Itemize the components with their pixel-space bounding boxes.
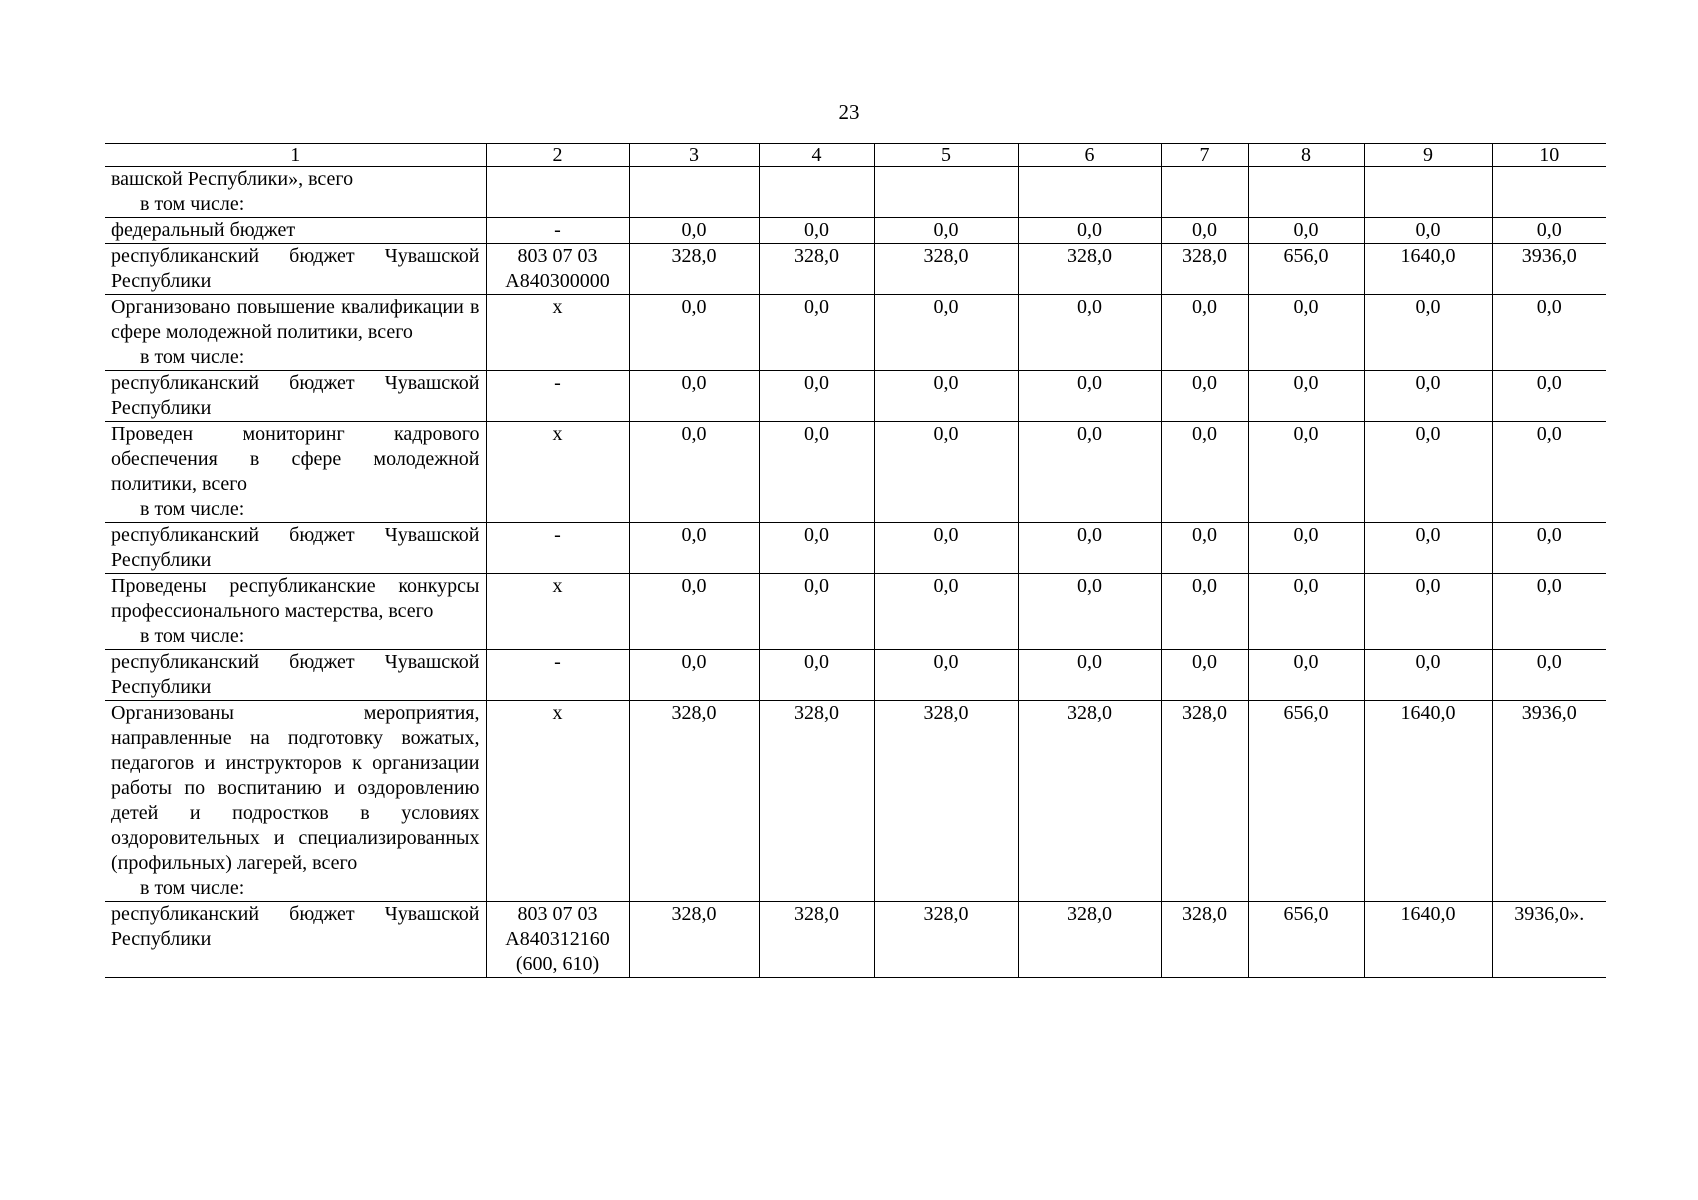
value-cell-col-4: 0,0: [759, 371, 874, 422]
value-cell-col-6: 0,0: [1018, 295, 1161, 371]
value-cell-col-3: 0,0: [629, 574, 759, 650]
value-cell-col-4: 0,0: [759, 422, 874, 523]
value-cell-col-5: 328,0: [874, 701, 1018, 902]
value-cell-col-10: 0,0: [1492, 218, 1606, 244]
value-cell-col-4: 328,0: [759, 902, 874, 978]
budget-code-line: 803 07 03: [517, 903, 598, 925]
value-cell-col-3: 0,0: [629, 523, 759, 574]
value-cell-col-8: 656,0: [1248, 701, 1364, 902]
description-text: республиканский бюджет Чувашской Республики: [111, 372, 480, 419]
value-cell-col-6: [1018, 167, 1161, 218]
description-text: республиканский бюджет Чувашской Республики: [111, 651, 480, 698]
budget-code: [486, 523, 629, 574]
value-cell-col-7: 0,0: [1161, 523, 1248, 574]
value-cell-col-9: 1640,0: [1364, 902, 1492, 978]
value-cell-col-8: 656,0: [1248, 902, 1364, 978]
description-text: вашской Республики», всего: [111, 168, 354, 190]
table-row: [105, 523, 1606, 574]
column-number-1: 1: [105, 144, 486, 167]
value-cell-col-6: 0,0: [1018, 371, 1161, 422]
value-cell-col-10: 0,0: [1492, 523, 1606, 574]
budget-code-line: (600, 610): [515, 953, 600, 975]
value-cell-col-3: 328,0: [629, 701, 759, 902]
value-cell-col-5: 0,0: [874, 574, 1018, 650]
table-row: [105, 574, 1606, 650]
budget-code-line: -: [554, 651, 561, 673]
budget-code-line: х: [552, 702, 563, 724]
row-description: [105, 523, 486, 574]
row-description: [105, 371, 486, 422]
row-description: [105, 295, 486, 371]
value-cell-col-5: 0,0: [874, 218, 1018, 244]
table-row: [105, 701, 1606, 902]
budget-code-line: х: [552, 296, 563, 318]
table-row: [105, 218, 1606, 244]
row-description: [105, 701, 486, 902]
value-cell-col-4: 0,0: [759, 218, 874, 244]
budget-code: [486, 422, 629, 523]
description-text: Организованы мероприятия, направленные на подготовку вожатых, педагогов и инструкторов к организации работы по воспитанию и оздоровлению детей и подростков в условиях оздоровительных и специализированных (профильных) лагерей, всего: [111, 702, 480, 874]
description-text: республиканский бюджет Чувашской Республики: [111, 524, 480, 571]
subtotal-note: в том числе:: [140, 346, 245, 368]
value-cell-col-3: 0,0: [629, 295, 759, 371]
value-cell-col-9: 0,0: [1364, 371, 1492, 422]
budget-code-line: A840300000: [505, 270, 610, 292]
table-row: [105, 422, 1606, 523]
value-cell-col-6: 0,0: [1018, 422, 1161, 523]
budget-code-line: -: [554, 524, 561, 546]
value-cell-col-9: 0,0: [1364, 650, 1492, 701]
value-cell-col-10: 0,0: [1492, 422, 1606, 523]
value-cell-col-8: 0,0: [1248, 218, 1364, 244]
value-cell-col-5: 0,0: [874, 295, 1018, 371]
column-number-10: 10: [1492, 144, 1606, 167]
value-cell-col-9: [1364, 167, 1492, 218]
budget-code-line: 803 07 03: [517, 245, 598, 267]
value-cell-col-3: [629, 167, 759, 218]
value-cell-col-3: 0,0: [629, 422, 759, 523]
budget-code-line: х: [552, 575, 563, 597]
column-number-9: 9: [1364, 144, 1492, 167]
value-cell-col-5: 0,0: [874, 523, 1018, 574]
budget-code: [486, 167, 629, 218]
value-cell-col-3: 0,0: [629, 218, 759, 244]
value-cell-col-10: 0,0: [1492, 650, 1606, 701]
column-number-7: 7: [1161, 144, 1248, 167]
budget-table: [105, 143, 1606, 978]
subtotal-note: в том числе:: [140, 193, 245, 215]
value-cell-col-8: 0,0: [1248, 295, 1364, 371]
value-cell-col-10: 3936,0: [1492, 701, 1606, 902]
value-cell-col-4: 328,0: [759, 244, 874, 295]
budget-code: [486, 650, 629, 701]
value-cell-col-10: 0,0: [1492, 574, 1606, 650]
value-cell-col-4: 328,0: [759, 701, 874, 902]
description-text: Организовано повышение квалификации в сфере молодежной политики, всего: [111, 296, 480, 343]
row-description: [105, 422, 486, 523]
value-cell-col-7: 0,0: [1161, 650, 1248, 701]
value-cell-col-8: [1248, 167, 1364, 218]
value-cell-col-7: 328,0: [1161, 244, 1248, 295]
value-cell-col-9: 0,0: [1364, 422, 1492, 523]
value-cell-col-8: 0,0: [1248, 650, 1364, 701]
table-body: [105, 167, 1606, 978]
value-cell-col-5: 0,0: [874, 371, 1018, 422]
column-number-8: 8: [1248, 144, 1364, 167]
value-cell-col-4: [759, 167, 874, 218]
budget-code: [486, 902, 629, 978]
value-cell-col-8: 0,0: [1248, 371, 1364, 422]
subtotal-note: в том числе:: [140, 498, 245, 520]
description-text: федеральный бюджет: [111, 219, 296, 241]
description-text: республиканский бюджет Чувашской Республики: [111, 903, 480, 950]
value-cell-col-7: 328,0: [1161, 902, 1248, 978]
table-row: [105, 295, 1606, 371]
value-cell-col-7: 0,0: [1161, 422, 1248, 523]
value-cell-col-3: 0,0: [629, 650, 759, 701]
value-cell-col-6: 0,0: [1018, 523, 1161, 574]
budget-code: [486, 701, 629, 902]
value-cell-col-9: 0,0: [1364, 523, 1492, 574]
budget-code-line: -: [554, 219, 561, 241]
description-text: Проведены республиканские конкурсы профессионального мастерства, всего: [111, 575, 480, 622]
value-cell-col-5: 0,0: [874, 422, 1018, 523]
column-number-2: 2: [486, 144, 629, 167]
value-cell-col-8: 0,0: [1248, 523, 1364, 574]
row-description: [105, 650, 486, 701]
value-cell-col-5: 328,0: [874, 902, 1018, 978]
value-cell-col-9: 0,0: [1364, 295, 1492, 371]
value-cell-col-10: 0,0: [1492, 295, 1606, 371]
row-description: [105, 574, 486, 650]
budget-code: [486, 574, 629, 650]
budget-code: [486, 371, 629, 422]
budget-code-line: -: [554, 372, 561, 394]
budget-code: [486, 295, 629, 371]
budget-code: [486, 218, 629, 244]
value-cell-col-8: 656,0: [1248, 244, 1364, 295]
value-cell-col-3: 0,0: [629, 371, 759, 422]
value-cell-col-6: 0,0: [1018, 650, 1161, 701]
value-cell-col-3: 328,0: [629, 902, 759, 978]
column-number-5: 5: [874, 144, 1018, 167]
row-description: [105, 167, 486, 218]
value-cell-col-6: 328,0: [1018, 701, 1161, 902]
value-cell-col-8: 0,0: [1248, 422, 1364, 523]
value-cell-col-8: 0,0: [1248, 574, 1364, 650]
value-cell-col-10: [1492, 167, 1606, 218]
table-row: [105, 167, 1606, 218]
value-cell-col-4: 0,0: [759, 574, 874, 650]
value-cell-col-5: 328,0: [874, 244, 1018, 295]
row-description: [105, 902, 486, 978]
subtotal-note: в том числе:: [140, 625, 245, 647]
value-cell-col-10: 0,0: [1492, 371, 1606, 422]
value-cell-col-7: 0,0: [1161, 371, 1248, 422]
value-cell-col-7: 0,0: [1161, 574, 1248, 650]
budget-code-line: A840312160: [505, 928, 610, 950]
value-cell-col-6: 0,0: [1018, 218, 1161, 244]
table-row: [105, 244, 1606, 295]
column-number-row: [105, 144, 1606, 167]
row-description: [105, 244, 486, 295]
budget-code: [486, 244, 629, 295]
value-cell-col-7: 0,0: [1161, 295, 1248, 371]
description-text: Проведен мониторинг кадрового обеспечения в сфере молодежной политики, всего: [111, 423, 480, 495]
value-cell-col-6: 0,0: [1018, 574, 1161, 650]
value-cell-col-9: 0,0: [1364, 218, 1492, 244]
value-cell-col-5: 0,0: [874, 650, 1018, 701]
value-cell-col-10: 3936,0».: [1492, 902, 1606, 978]
value-cell-col-7: [1161, 167, 1248, 218]
subtotal-note: в том числе:: [140, 877, 245, 899]
value-cell-col-4: 0,0: [759, 650, 874, 701]
value-cell-col-10: 3936,0: [1492, 244, 1606, 295]
value-cell-col-9: 1640,0: [1364, 701, 1492, 902]
column-number-4: 4: [759, 144, 874, 167]
value-cell-col-4: 0,0: [759, 523, 874, 574]
budget-code-line: х: [552, 423, 563, 445]
table-row: [105, 902, 1606, 978]
column-number-6: 6: [1018, 144, 1161, 167]
value-cell-col-7: 0,0: [1161, 218, 1248, 244]
value-cell-col-5: [874, 167, 1018, 218]
value-cell-col-9: 0,0: [1364, 574, 1492, 650]
value-cell-col-7: 328,0: [1161, 701, 1248, 902]
value-cell-col-4: 0,0: [759, 295, 874, 371]
column-number-3: 3: [629, 144, 759, 167]
value-cell-col-3: 328,0: [629, 244, 759, 295]
value-cell-col-6: 328,0: [1018, 902, 1161, 978]
row-description: [105, 218, 486, 244]
description-text: республиканский бюджет Чувашской Республики: [111, 245, 480, 292]
table-row: [105, 371, 1606, 422]
value-cell-col-9: 1640,0: [1364, 244, 1492, 295]
value-cell-col-6: 328,0: [1018, 244, 1161, 295]
table-row: [105, 650, 1606, 701]
page-number: 23: [838, 100, 860, 124]
